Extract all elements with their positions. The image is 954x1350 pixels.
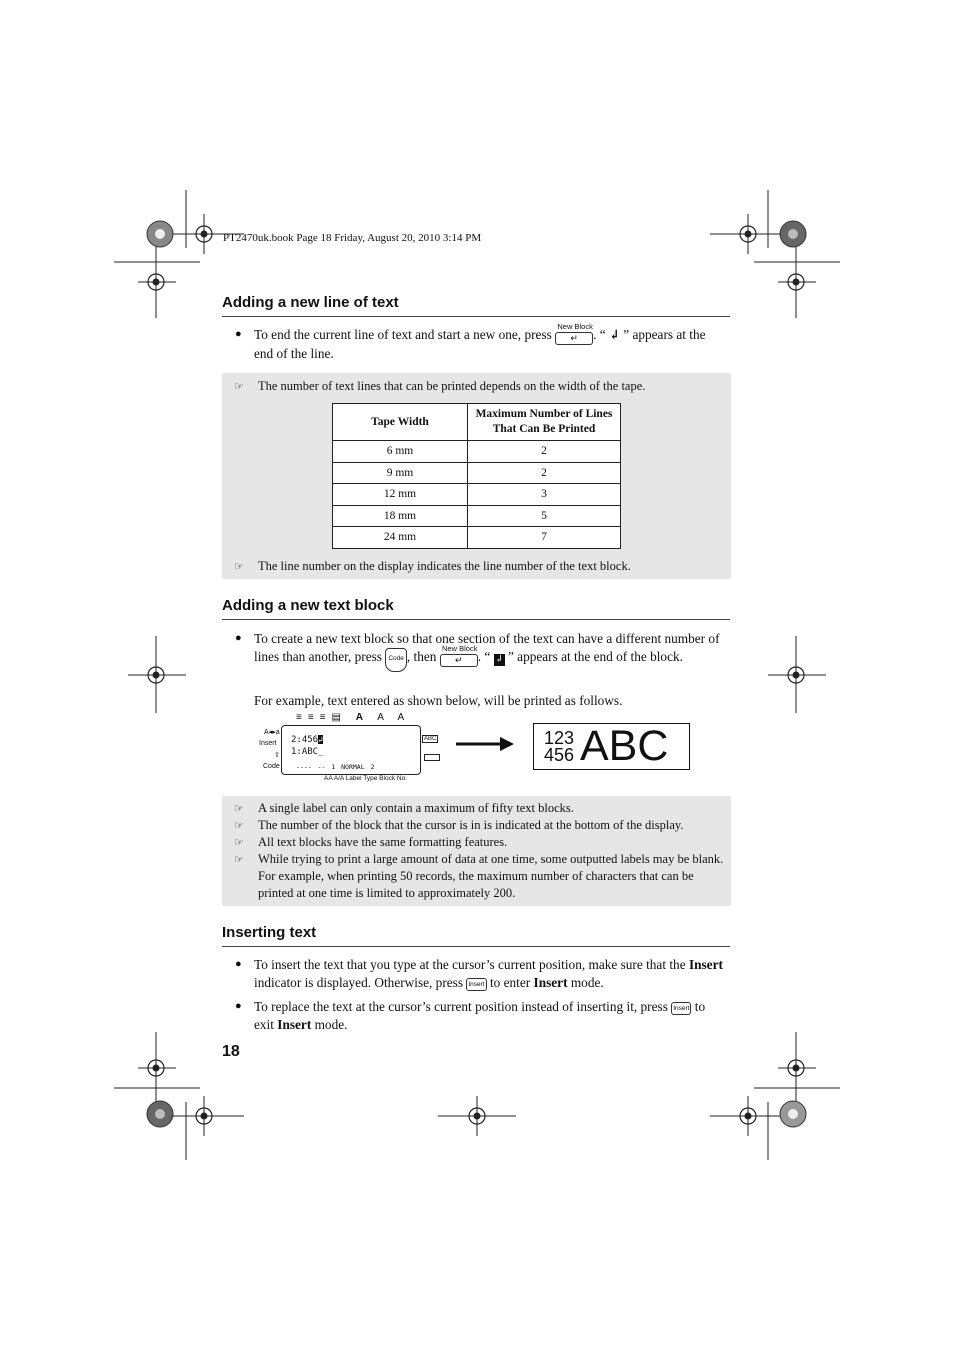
heading-rule [222, 946, 730, 947]
new-block-key-icon: New Block ↵ [440, 654, 478, 667]
page-number: 18 [222, 1043, 240, 1060]
table-row: 24 mm 7 [333, 527, 621, 549]
insert-paragraph-1: To insert the text that you type at the cursor’s current position, make sure that the Insert indicator is displayed. Otherwise, press Insert to enter Insert mode. [254, 957, 723, 990]
lcd-display [281, 725, 421, 775]
format-icons: ≡≡≡▤ A A A [296, 712, 411, 723]
right-arrow-icon [456, 734, 516, 754]
return-mark-icon: ↲ [609, 327, 620, 342]
tape-indicator-icon [424, 754, 440, 761]
table-header: Tape Width [333, 404, 468, 441]
tape-width-table [332, 403, 621, 549]
print-header: PT2470uk.book Page 18 Friday, August 20, 2010 3:14 PM [223, 232, 482, 244]
heading-new-block: Adding a new text block [222, 597, 394, 614]
lcd-status: ---- -- 1 NORMAL 2 [296, 763, 375, 771]
bullet-icon: ● [235, 1000, 242, 1012]
heading-rule [222, 316, 730, 317]
lcd-line-2: 2:456↲ [291, 735, 323, 745]
heading-inserting: Inserting text [222, 924, 317, 941]
table-header: Maximum Number of Lines That Can Be Printed [468, 404, 621, 441]
table-row: 18 mm 5 [333, 505, 621, 527]
pointing-hand-icon: ☞ [234, 561, 244, 573]
code-key-icon: Code [385, 648, 407, 673]
pointing-hand-icon: ☞ [234, 803, 244, 815]
note-item: A single label can only contain a maximum of fifty text blocks. [258, 801, 574, 815]
insert-paragraph-2: To replace the text at the cursor’s current position instead of inserting it, press Insert to exit Insert mode. [254, 999, 706, 1032]
note-line-number: The line number on the display indicates the line number of the text block. [258, 559, 631, 573]
note-lines-tape: The number of text lines that can be printed depends on the width of the tape. [258, 379, 646, 393]
lcd-bottom-labels: AA A/A Label Type Block No. [324, 775, 407, 782]
pointing-hand-icon: ☞ [234, 837, 244, 849]
lcd-label: Code [263, 763, 280, 770]
bullet-icon: ● [235, 958, 242, 970]
printed-label: 123 456 ABC [533, 723, 690, 770]
lcd-line-1: 1:ABC_ [291, 747, 324, 757]
heading-rule [222, 619, 730, 620]
lcd-label: A◂▸a [264, 729, 280, 736]
example-text: For example, text entered as shown below, will be printed as follows. [254, 693, 623, 708]
bullet-icon: ● [235, 328, 242, 340]
lcd-label: ABC [424, 736, 437, 742]
table-row: 6 mm 2 [333, 441, 621, 463]
pointing-hand-icon: ☞ [234, 854, 244, 866]
insert-key-icon: Insert [466, 978, 486, 991]
note-item: The number of the block that the cursor is in is indicated at the bottom of the display. [258, 818, 684, 832]
heading-new-line: Adding a new line of text [222, 294, 399, 311]
lcd-label: Insert [259, 740, 277, 747]
new-line-paragraph: To end the current line of text and start a new one, press New Block ↵ . “ ↲ ” appears at the end of the line. [254, 322, 706, 361]
pointing-hand-icon: ☞ [234, 820, 244, 832]
new-block-key-icon: New Block ↵ [555, 332, 593, 345]
new-block-paragraph: To create a new text block so that one section of the text can have a different number of lines than another, press Code , then New Block ↵ . “ ↲ ” appears at the end of the block. [254, 630, 728, 672]
note-item: While trying to print a large amount of data at one time, some outputted labels may be blank. For example, when printing 50 records, the maximum number of characters that can be printed at one time is limited to approximately 200. [258, 852, 724, 900]
insert-key-icon: Insert [671, 1002, 691, 1015]
note-item: All text blocks have the same formatting features. [258, 835, 508, 849]
lcd-label: ⇧ [274, 752, 280, 759]
pointing-hand-icon: ☞ [234, 381, 244, 393]
table-row: 12 mm 3 [333, 484, 621, 506]
bullet-icon: ● [235, 632, 242, 644]
return-block-icon: ↲ [494, 653, 504, 665]
table-row: 9 mm 2 [333, 462, 621, 484]
